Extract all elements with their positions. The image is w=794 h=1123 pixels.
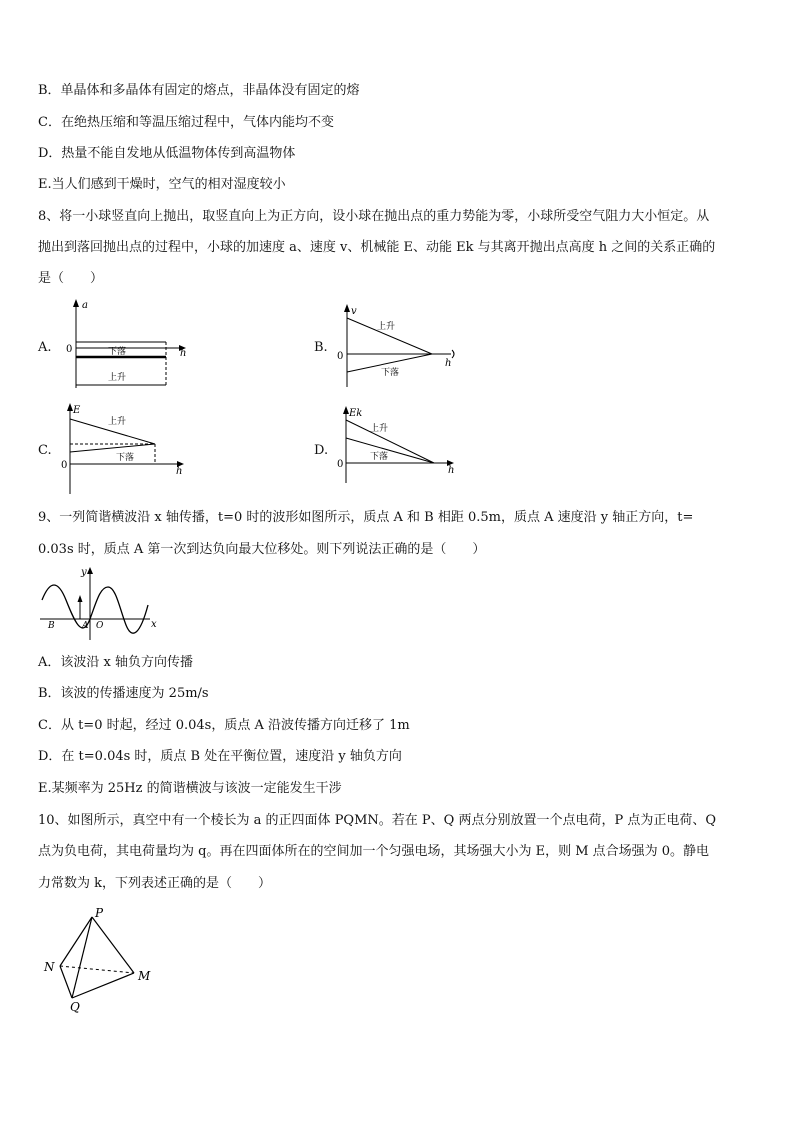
q8-graph-a <box>60 298 200 390</box>
q8-option-a-label: A. <box>38 340 52 355</box>
wave-point-a: A <box>82 621 89 631</box>
q8-option-c-label: C. <box>38 443 52 458</box>
graph-d-seg-down: 下落 <box>370 452 389 462</box>
vertex-m: M <box>138 969 151 983</box>
q9-option-b: B．该波的传播速度为 25m/s <box>38 686 209 701</box>
q7-option-d: D．热量不能自发地从低温物体传到高温物体 <box>38 146 296 161</box>
q9-option-a: A．该波沿 x 轴负方向传播 <box>38 655 193 670</box>
graph-b-y-label: v <box>351 306 357 317</box>
q10-tetrahedron-figure <box>40 905 170 1015</box>
q7-option-b: B．单晶体和多晶体有固定的熔点，非晶体没有固定的熔 <box>38 83 360 98</box>
graph-d-x-label: h <box>448 465 455 476</box>
graph-c-origin: 0 <box>61 460 68 471</box>
graph-d-origin: 0 <box>337 459 344 470</box>
q9-stem-line2: 0.03s 时，质点 A 第一次到达负向最大位移处。则下列说法正确的是（ ） <box>38 542 486 557</box>
graph-a-origin: 0 <box>66 344 73 355</box>
q8-option-b-label: B. <box>314 340 328 355</box>
graph-a-seg-down: 下落 <box>108 347 127 357</box>
graph-b-seg-down: 下落 <box>381 368 400 378</box>
q9-option-e: E.某频率为 25Hz 的简谐横波与该波一定能发生干涉 <box>38 781 342 796</box>
q9-stem-line1: 9、一列简谐横波沿 x 轴传播，t=0 时的波形如图所示，质点 A 和 B 相距 0.5m，质点 A 速度沿 y 轴正方向，t= <box>38 510 694 525</box>
q10-stem-line2: 点为负电荷，其电荷量均为 q。再在四面体所在的空间加一个匀强电场，其场强大小为 E，则 M 点合场强为 0。静电 <box>38 844 710 859</box>
q7-option-e: E.当人们感到干燥时，空气的相对湿度较小 <box>38 177 286 192</box>
graph-c-seg-up: 上升 <box>108 417 127 427</box>
q8-stem-line3: 是（ ） <box>38 271 104 286</box>
q10-stem-line1: 10、如图所示，真空中有一个棱长为 a 的正四面体 PQMN。若在 P、Q 两点分别放置一个点电荷，P 点为正电荷、Q <box>38 813 716 828</box>
graph-d-seg-up: 上升 <box>370 424 389 434</box>
vertex-p: P <box>95 906 104 920</box>
wave-x-label: x <box>151 619 157 630</box>
q8-graph-c <box>58 402 198 496</box>
q7-option-c: C．在绝热压缩和等温压缩过程中，气体内能均不变 <box>38 115 334 130</box>
graph-b-origin: 0 <box>337 351 344 362</box>
wave-point-b: B <box>48 621 55 631</box>
q9-option-c: C．从 t=0 时起，经过 0.04s，质点 A 沿波传播方向迁移了 1m <box>38 718 410 733</box>
q8-graph-d <box>334 405 464 485</box>
graph-c-y-label: E <box>73 405 81 416</box>
graph-b-seg-up: 上升 <box>377 322 396 332</box>
q10-stem-line3: 力常数为 k，下列表述正确的是（ ） <box>38 876 272 891</box>
q8-option-d-label: D. <box>314 443 329 458</box>
wave-origin-o: O <box>96 621 104 631</box>
graph-a-seg-up: 上升 <box>108 373 127 383</box>
q9-option-d: D．在 t=0.04s 时，质点 B 处在平衡位置，速度沿 y 轴负方向 <box>38 749 402 764</box>
wave-y-label: y <box>81 567 87 578</box>
q9-wave-figure <box>38 565 162 645</box>
vertex-q: Q <box>70 1000 80 1014</box>
graph-d-y-label: Ek <box>349 408 363 419</box>
graph-c-x-label: h <box>176 466 183 477</box>
q8-stem-line1: 8、将一小球竖直向上抛出，取竖直向上为正方向，设小球在抛出点的重力势能为零，小球所受空气阻力大小恒定。从 <box>38 209 710 224</box>
q8-graph-b <box>333 303 463 389</box>
q8-stem-line2: 抛出到落回抛出点的过程中，小球的加速度 a、速度 v、机械能 E、动能 Ek 与其离开抛出点高度 h 之间的关系正确的 <box>38 240 716 255</box>
graph-c-seg-down: 下落 <box>116 453 135 463</box>
graph-a-y-label: a <box>82 300 88 311</box>
graph-b-x-label: h <box>445 358 452 369</box>
vertex-n: N <box>44 960 55 974</box>
graph-a-x-label: h <box>180 348 187 359</box>
